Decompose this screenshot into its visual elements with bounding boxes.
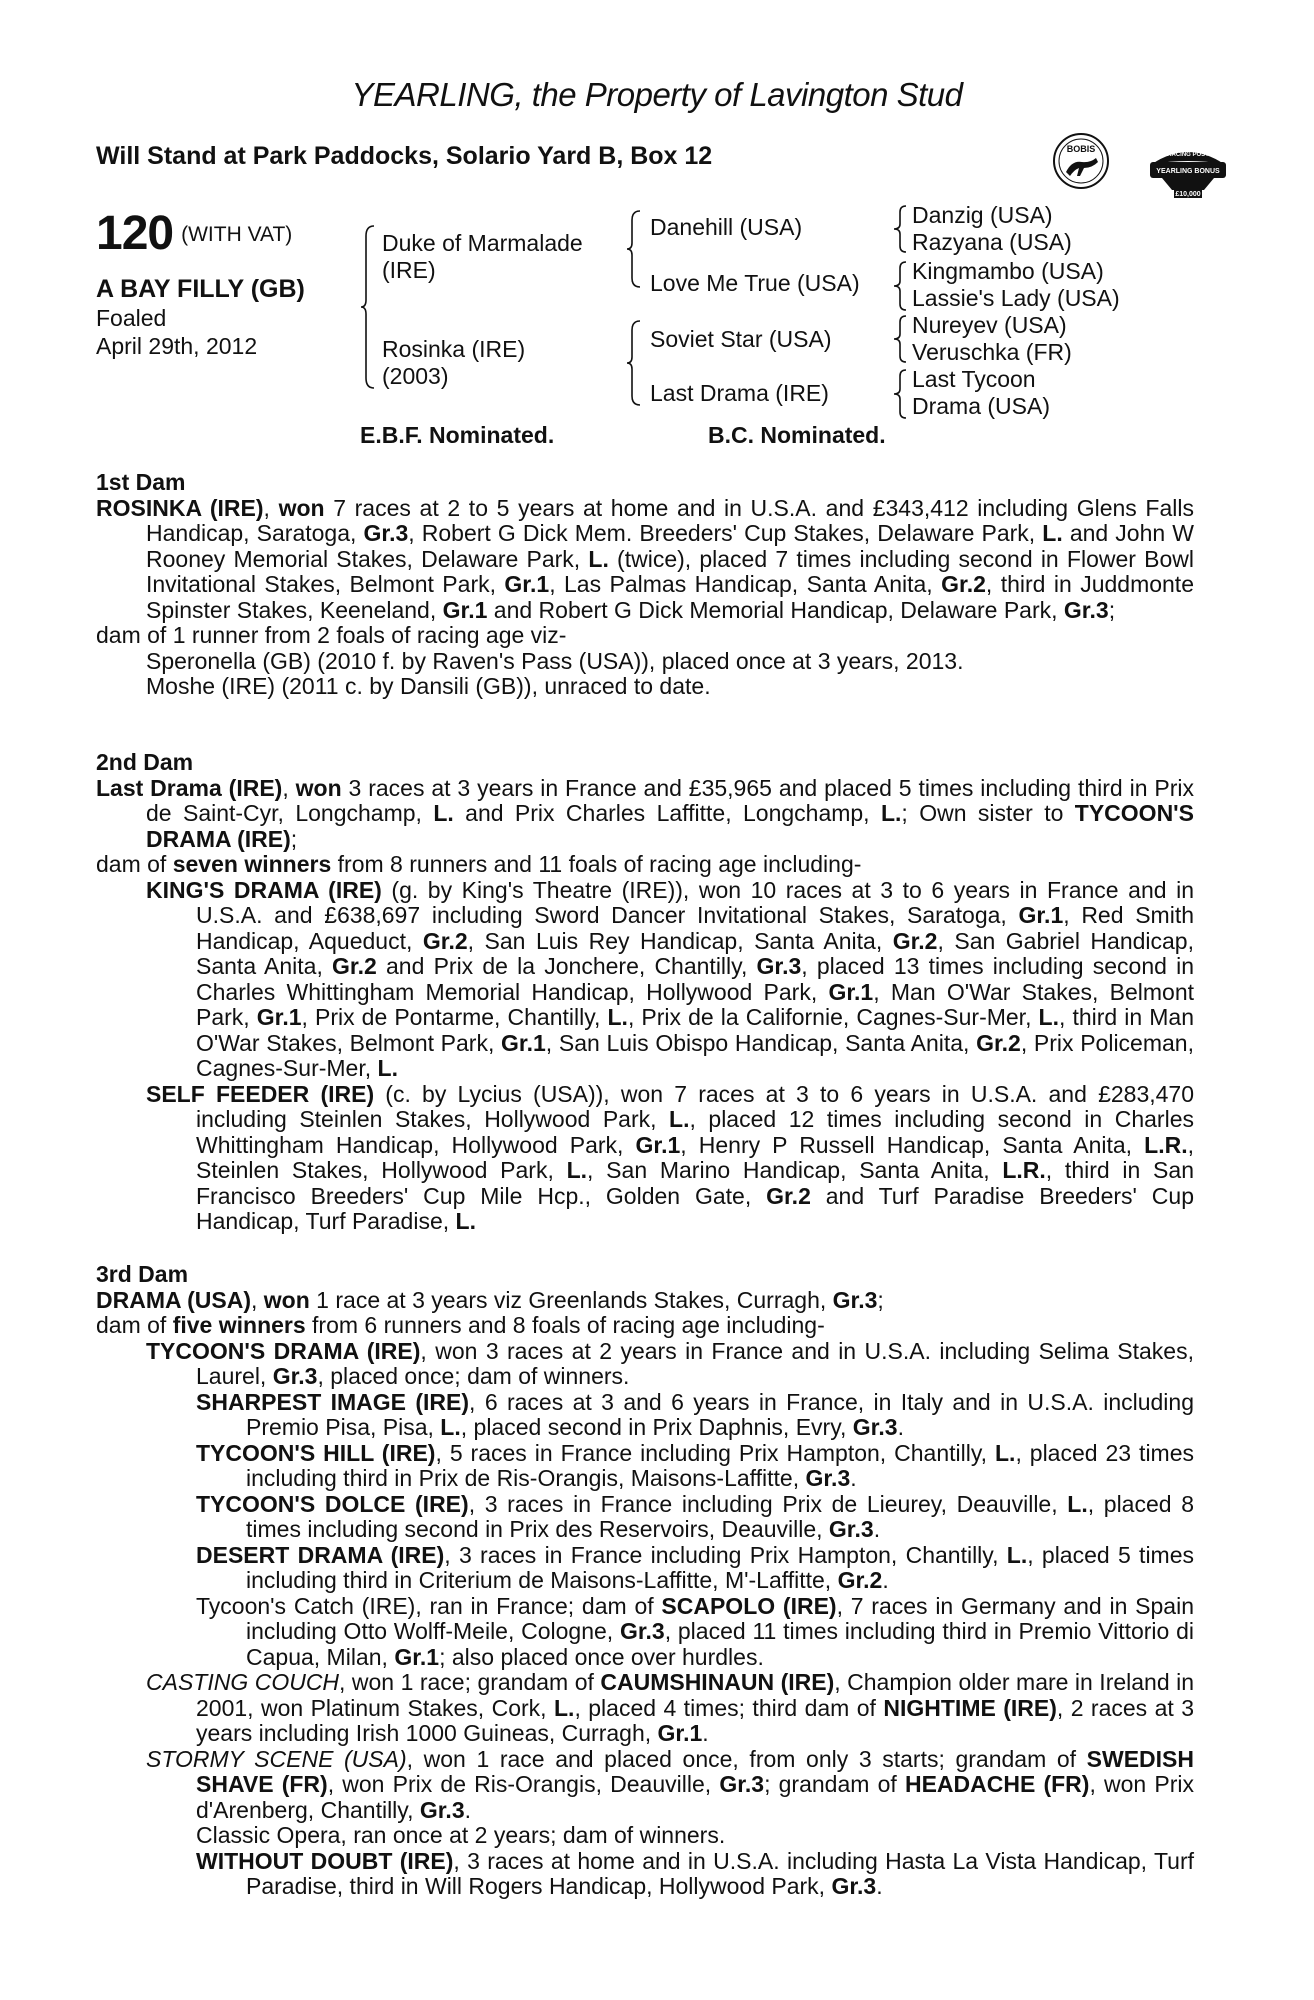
produce-record: Speronella (GB) (2010 f. by Raven's Pass (USA)), placed once at 3 years, 2013. [146,647,964,674]
produce-record: Tycoon's Catch (IRE), ran in France; dam of SCAPOLO (IRE), 7 races in Germany and in Spain including Otto Wolff-Meile, Cologne, Gr.3, placed 11 times including third in Premio Vittorio di Capua, Milan, Gr.1; also placed once over hurdles. [196,1592,1194,1670]
pedigree-brace [626,318,646,408]
horse-name: DESERT DRAMA (IRE) [196,1541,445,1568]
dam-sire: Soviet Star (USA) [650,326,832,352]
great-grandparent: Veruschka (FR) [912,339,1072,365]
dam-dam: Last Drama (IRE) [650,380,829,406]
bonus-amount: £10,000 [1175,191,1201,198]
page-title: YEARLING, the Property of Lavington Stud [351,76,963,113]
horse-name: SCAPOLO (IRE) [661,1592,837,1619]
pedigree-brace [626,208,646,290]
third-dam-section [96,1262,1194,1900]
great-grandparent: Kingmambo (USA) [912,258,1104,284]
produce-record: WITHOUT DOUBT (IRE), 3 races at home and in U.S.A. including Hasta La Vista Handicap, Turf Paradise, third in Will Rogers Handicap, Hollywood Park, Gr.3. [196,1847,1194,1899]
dam-name: Rosinka (IRE) [382,336,526,362]
horse-name: SHARPEST IMAGE (IRE) [196,1388,470,1415]
produce-record: TYCOON'S DOLCE (IRE), 3 races in France including Prix de Lieurey, Deauville, L., placed 8 times including second in Prix des Reservoirs, Deauville, Gr.3. [196,1490,1195,1542]
dam-year: (2003) [382,363,449,389]
pedigree-brace [360,222,380,392]
won-label: won [278,494,325,521]
horse-name: HEADACHE (FR) [904,1771,1090,1797]
lot-number: 120 [96,207,174,260]
great-grandparent: Danzig (USA) [912,202,1053,228]
horse-name: KING'S DRAMA (IRE) [146,876,382,903]
produce-summary: dam of 1 runner from 2 foals of racing age viz- [96,622,567,648]
horse-name: Last Drama (IRE) [96,774,283,801]
ebf-nominated: E.B.F. Nominated. [360,422,555,448]
sire-sire: Danehill (USA) [650,214,803,240]
second-dam-section [96,750,1194,1235]
dam-record: Last Drama (IRE), won 3 races at 3 years in France and £35,965 and placed 5 times including third in Prix de Saint-Cyr, Longchamp, L. and Prix Charles Laffitte, Longchamp, L.; Own sister to TYCOON'S DRAMA (IRE); [96,774,1195,852]
horse-name: DRAMA (USA) [96,1286,252,1313]
won-label: won [295,774,342,801]
produce-record: STORMY SCENE (USA), won 1 race and placed once, from only 3 starts; grandam of SWEDISH SHAVE (FR), won Prix de Ris-Orangis, Deauville, Gr.3; grandam of HEADACHE (FR), won Prix d'Arenberg, Chantilly, Gr.3. [146,1745,1194,1823]
great-grandparent: Razyana (USA) [912,229,1072,255]
foaled-label: Foaled [96,305,167,331]
dam-record: DRAMA (USA), won 1 race at 3 years viz Greenlands Stakes, Curragh, Gr.3; [96,1286,884,1313]
great-grandparent: Lassie's Lady (USA) [912,285,1120,311]
foaled-date: April 29th, 2012 [96,333,258,359]
great-grandparent: Drama (USA) [912,393,1051,419]
bobis-label: BOBIS [1066,144,1096,154]
section-heading: 2nd Dam [96,749,194,775]
horse-name: TYCOON'S DRAMA (IRE) [146,1337,421,1364]
sire-dam: Love Me True (USA) [650,270,860,296]
produce-record: Moshe (IRE) (2011 c. by Dansili (GB)), unraced to date. [146,673,711,699]
produce-record: SELF FEEDER (IRE) (c. by Lycius (USA)), won 7 races at 3 to 6 years in U.S.A. and £283,470 including Steinlen Stakes, Hollywood Park, L., placed 12 times including second in Charles Whittingham Handicap, Hollywood Park, Gr.1, Henry P Russell Handicap, Santa Anita, L.R., Steinlen Stakes, Hollywood Park, L., San Marino Handicap, Santa Anita, L.R., third in San Francisco Breeders' Cup Mile Hcp., Golden Gate, Gr.2 and Turf Paradise Breeders' Cup Handicap, Turf Paradise, L. [146,1080,1194,1234]
horse-name: ROSINKA (IRE) [96,494,264,521]
produce-record: CASTING COUCH, won 1 race; grandam of CAUMSHINAUN (IRE), Champion older mare in Ireland in 2001, won Platinum Stakes, Cork, L., placed 4 times; third dam of NIGHTIME (IRE), 2 races at 3 years including Irish 1000 Guineas, Curragh, Gr.1. [146,1669,1195,1746]
horse-name: CASTING COUCH [146,1669,340,1695]
horse-name: SELF FEEDER (IRE) [146,1080,375,1107]
produce-summary: dam of five winners from 6 runners and 8 foals of racing age including- [96,1312,825,1338]
section-heading: 1st Dam [96,469,186,495]
pedigree-brace [892,314,910,364]
horse-name: TYCOON'S DOLCE (IRE) [196,1490,469,1517]
great-grandparent: Nureyev (USA) [912,312,1067,338]
yearling-bonus-label: YEARLING BONUS [1156,168,1220,175]
horse-name: SWEDISH SHAVE (FR) [196,1745,1194,1797]
produce-record: Classic Opera, ran once at 2 years; dam of winners. [196,1822,726,1848]
bobis-logo-icon [1052,132,1110,190]
section-heading: 3rd Dam [96,1261,189,1287]
lot-vat: (WITH VAT) [181,223,293,246]
dam-record: ROSINKA (IRE), won 7 races at 2 to 5 years at home and in U.S.A. and £343,412 including Glens Falls Handicap, Saratoga, Gr.3, Robert G Dick Mem. Breeders' Cup Stakes, Delaware Park, L. and John W Rooney Memorial Stakes, Delaware Park, L. (twice), placed 7 times including second in Flower Bowl Invitational Stakes, Belmont Park, Gr.1, Las Palmas Handicap, Santa Anita, Gr.2, third in Juddmonte Spinster Stakes, Keeneland, Gr.1 and Robert G Dick Memorial Handicap, Delaware Park, Gr.3; [96,494,1194,623]
won-label: won [263,1286,310,1313]
racing-post-label: RACING POST [1167,152,1209,158]
first-dam-section [96,470,1194,700]
produce-summary: dam of seven winners from 8 runners and 11 foals of racing age including- [96,851,862,877]
horse-name: CAUMSHINAUN (IRE) [600,1669,835,1695]
bc-nominated: B.C. Nominated. [708,422,886,448]
great-grandparent: Last Tycoon [912,366,1036,392]
produce-record: TYCOON'S DRAMA (IRE), won 3 races at 2 years in France and in U.S.A. including Selima Stakes, Laurel, Gr.3, placed once; dam of winners. [146,1337,1194,1389]
sire-name: Duke of Marmalade [382,230,583,256]
horse-name: TYCOON'S HILL (IRE) [196,1439,436,1466]
horse-name: STORMY SCENE (USA) [146,1745,407,1772]
pedigree-brace [892,368,910,420]
horse-name: WITHOUT DOUBT (IRE) [196,1847,454,1874]
lot-description: A BAY FILLY (GB) [96,275,305,303]
produce-record: TYCOON'S HILL (IRE), 5 races in France including Prix Hampton, Chantilly, L., placed 23 times including third in Prix de Ris-Orangis, Maisons-Laffitte, Gr.3. [196,1439,1195,1491]
produce-record: KING'S DRAMA (IRE) (g. by King's Theatre (IRE)), won 10 races at 3 to 6 years in France and in U.S.A. and £638,697 including Sword Dancer Invitational Stakes, Saratoga, Gr.1, Red Smith Handicap, Aqueduct, Gr.2, San Luis Rey Handicap, Santa Anita, Gr.2, San Gabriel Handicap, Santa Anita, Gr.2 and Prix de la Jonchere, Chantilly, Gr.3, placed 13 times including second in Charles Whittingham Memorial Handicap, Hollywood Park, Gr.1, Man O'War Stakes, Belmont Park, Gr.1, Prix de Pontarme, Chantilly, L., Prix de la Californie, Cagnes-Sur-Mer, L., third in Man O'War Stakes, Belmont Park, Gr.1, San Luis Obispo Handicap, Santa Anita, Gr.2, Prix Policeman, Cagnes-Sur-Mer, L. [146,876,1195,1081]
produce-record: SHARPEST IMAGE (IRE), 6 races at 3 and 6 years in France, in Italy and in U.S.A. including Premio Pisa, Pisa, L., placed second in Prix Daphnis, Evry, Gr.3. [196,1388,1194,1440]
horse-name: NIGHTIME (IRE) [883,1694,1057,1721]
lot-summary [96,206,305,360]
pedigree-brace [892,260,910,312]
stand-location: Will Stand at Park Paddocks, Solario Yard B, Box 12 [96,142,713,170]
sire-suffix: (IRE) [382,257,436,283]
pedigree-brace [892,204,910,254]
racing-post-yearling-bonus-icon [1148,138,1228,204]
horse-name: TYCOON'S DRAMA (IRE) [146,800,1194,852]
produce-record: DESERT DRAMA (IRE), 3 races in France including Prix Hampton, Chantilly, L., placed 5 times including third in Criterium de Maisons-Laffitte, M'-Laffitte, Gr.2. [196,1541,1195,1593]
